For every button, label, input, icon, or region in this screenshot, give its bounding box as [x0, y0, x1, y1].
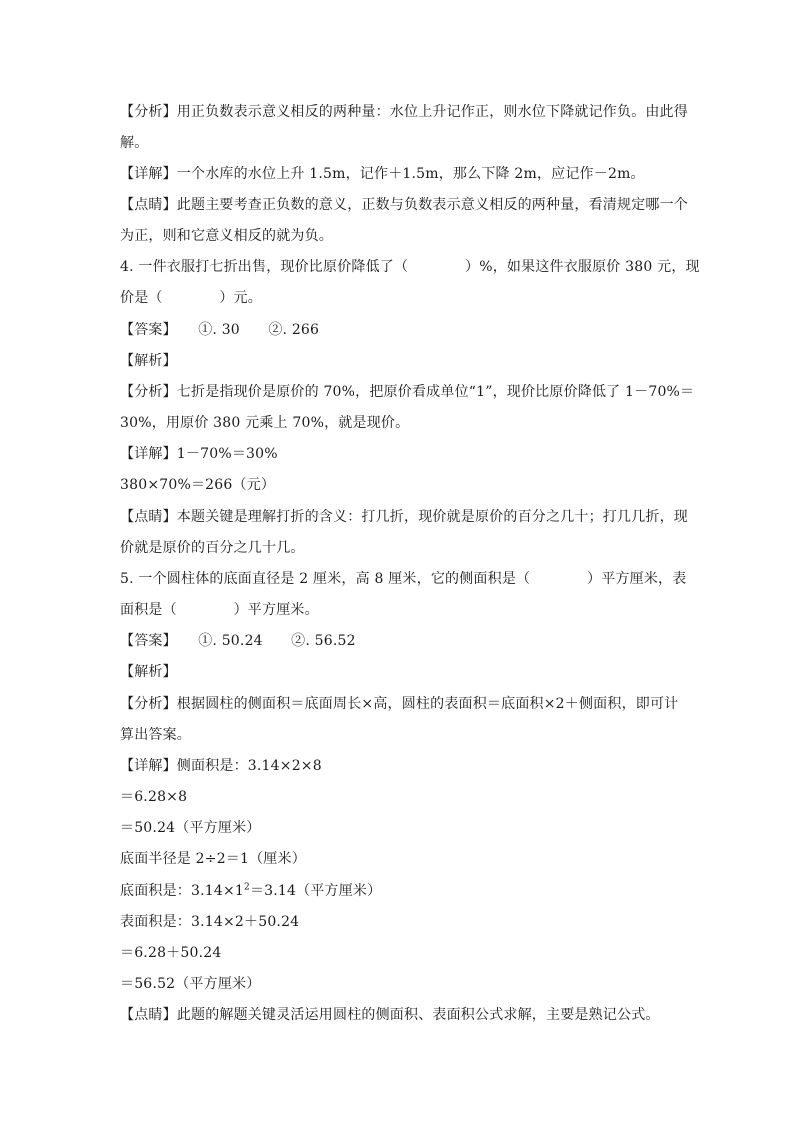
text-line: 30%，用原价 380 元乘上 70%，就是现价。	[120, 415, 410, 431]
text-line: ＝6.28×8	[120, 789, 188, 805]
text-line: 【点睛】此题的解题关键灵活运用圆柱的侧面积、表面积公式求解，主要是熟记公式。	[120, 1007, 660, 1023]
text-line: 【点睛】本题关键是理解打折的含义：打几折，现价就是原价的百分之几十；打几几折，现	[120, 509, 688, 525]
section-heading: 【解析】	[120, 353, 177, 369]
text-line: 【分析】用正负数表示意义相反的两种量：水位上升记作正，则水位下降就记作负。由此得	[120, 104, 688, 120]
text-line: 【详解】一个水库的水位上升 1.5m，记作＋1.5m，那么下降 2m，应记作－2m。	[120, 166, 645, 182]
text-line: ＝56.52（平方厘米）	[120, 976, 261, 992]
text-line: 【分析】七折是指现价是原价的 70%，把原价看成单位“1”，现价比原价降低了 1－70%＝	[120, 384, 695, 400]
text-line: 面积是（ ）平方厘米。	[120, 602, 319, 618]
question-4-line: 4. 一件衣服打七折出售，现价比原价降低了（ ）%，如果这件衣服原价 380 元，现	[120, 259, 700, 275]
text-segment: ＝3.14（平方厘米）	[249, 883, 382, 899]
text-line: ＝6.28＋50.24	[120, 945, 222, 961]
text-line: 解。	[120, 135, 149, 151]
superscript: 2	[244, 882, 250, 893]
text-line: 【分析】根据圆柱的侧面积＝底面周长×高，圆柱的表面积＝底面积×2＋侧面积，即可计	[120, 696, 679, 712]
text-line	[120, 881, 676, 901]
text-line: 为正，则和它意义相反的就为负。	[120, 228, 333, 244]
text-line: 【点睛】此题主要考查正负数的意义，正数与负数表示意义相反的两种量，看清规定哪一个	[120, 197, 688, 213]
text-line: 【详解】1－70%＝30%	[120, 446, 278, 462]
text-segment: 底面积是：3.14×1	[120, 883, 245, 899]
text-line: 表面积是：3.14×2＋50.24	[120, 914, 300, 930]
text-line: ＝50.24（平方厘米）	[120, 820, 261, 836]
answer-line: 【答案】 ①. 50.24 ②. 56.52	[120, 633, 356, 649]
section-heading: 【解析】	[120, 664, 177, 680]
text-line: 【详解】侧面积是：3.14×2×8	[120, 758, 322, 774]
text-line: 价就是原价的百分之几十几。	[120, 540, 305, 556]
text-line: 380×70%＝266（元）	[120, 477, 276, 493]
text-line: 底面半径是 2÷2＝1（厘米）	[120, 851, 306, 867]
text-line: 价是（ ）元。	[120, 290, 262, 306]
answer-line: 【答案】 ①. 30 ②. 266	[120, 322, 320, 338]
question-5-line: 5. 一个圆柱体的底面直径是 2 厘米，高 8 厘米，它的侧面积是（ ）平方厘米，表	[120, 571, 687, 587]
text-line: 算出答案。	[120, 727, 191, 743]
